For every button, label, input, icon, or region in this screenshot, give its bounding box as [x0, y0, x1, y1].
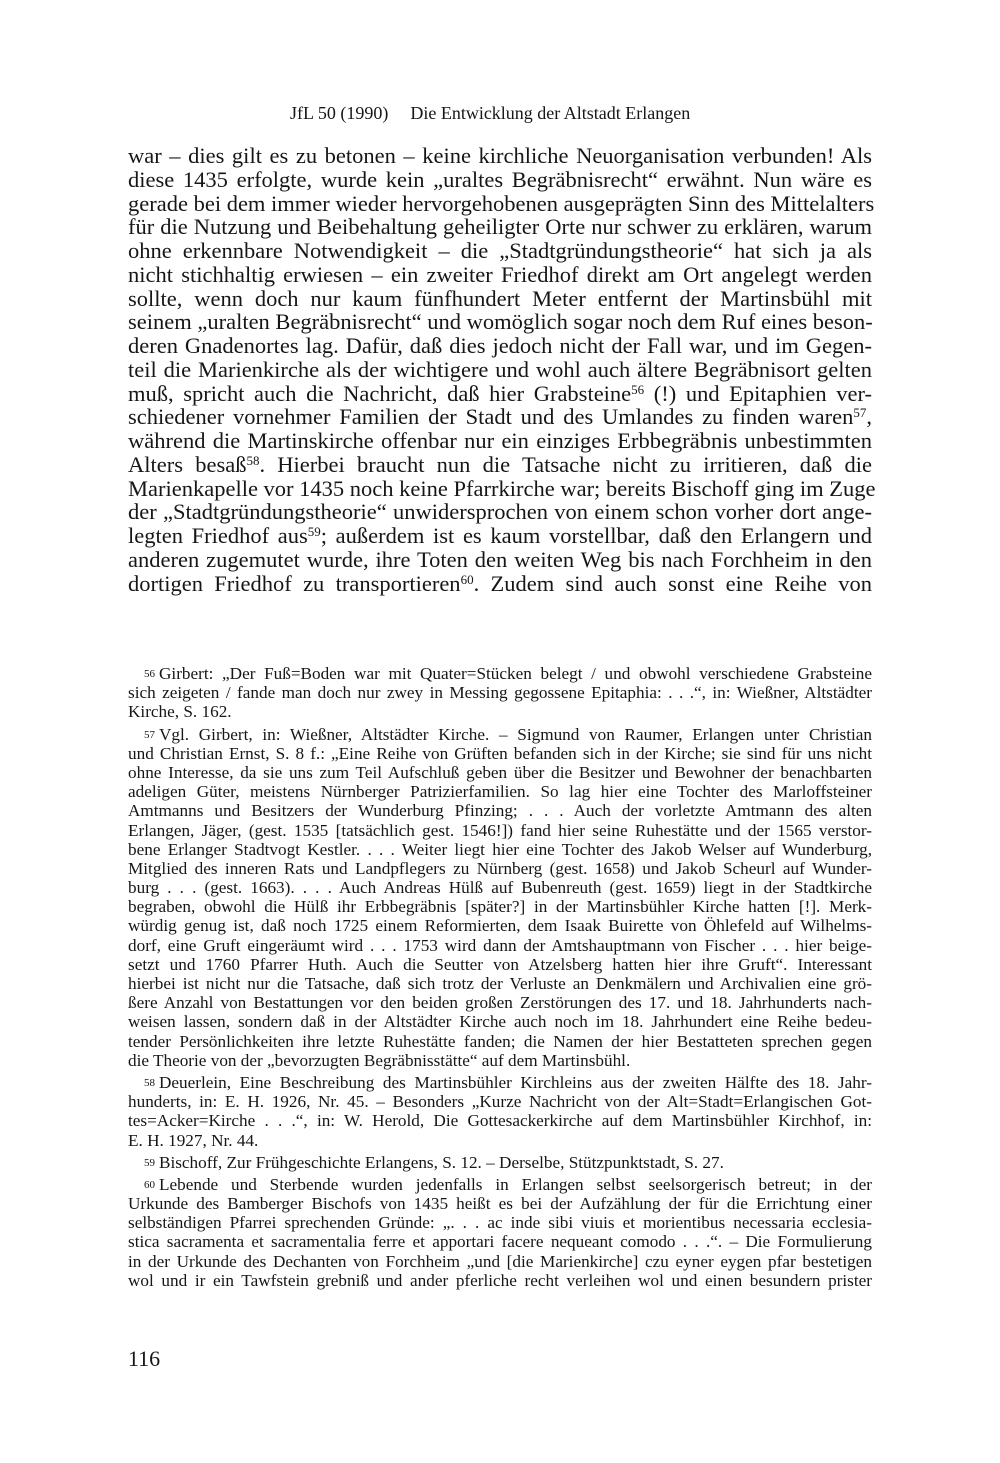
- journal-reference: JfL 50 (1990): [290, 103, 389, 123]
- footnote-line: adeligen Güter, meistens Nürnberger Patrizierfamilien. So lag hier eine Tochter des Marloffsteiner: [128, 782, 872, 802]
- text-line: anderen zugemutet wurde, ihre Toten den weiten Weg bis nach Forchheim in den: [128, 546, 872, 572]
- footnote-line: hierbei ist nicht nur die Tatsache, daß sich trotz der Verluste an Denkmälern und Archivalien eine grö-: [128, 974, 872, 993]
- footnote-line: weisen lassen, sondern daß in der Altstädter Kirche auch noch im 18. Jahrhundert eine Reihe bedeu-: [128, 1012, 872, 1032]
- footnote-line: Erlangen, Jäger, (gest. 1535 [tatsächlich gest. 1546!]) fand hier seine Ruhestätte und der 1565 verstor-: [128, 820, 872, 840]
- footnote-number: 59: [144, 1156, 155, 1169]
- text-line: deren Gnadenortes lag. Dafür, daß dies jedoch nicht der Fall war, und im Gegen-: [128, 333, 872, 358]
- page-number: 116: [128, 1346, 161, 1371]
- footnote-line: ßere Anzahl von Bestattungen vor den beiden großen Zerstörungen des 17. und 18. Jahrhunderts nach-: [128, 993, 872, 1013]
- footnote-line: tender Persönlichkeiten ihre letzte Ruhestätte fanden; die Namen der hier Bestatteten sprechen gegen: [128, 1031, 872, 1051]
- text-line: für die Nutzung und Beibehaltung geheiligter Orte nur schwer zu erklären, warum: [128, 214, 872, 240]
- text-line: Marienkapelle vor 1435 noch keine Pfarrkirche war; bereits Bischoff ging im Zuge: [128, 475, 876, 501]
- footnote-line: [128, 725, 872, 744]
- footnote-line: wol und ir ein Tawfstein grebniß und ander pferliche recht verleihen wol und einen besundern prister: [128, 1270, 872, 1290]
- text-line: gerade bei dem immer wieder hervorgehobenen ausgeprägten Sinn des Mittelalters: [128, 190, 875, 216]
- footnote-line: Urkunde des Bamberger Bischofs von 1435 heißt es bei der Aufzählung der für die Errichtung einer: [128, 1194, 872, 1214]
- footnote-line: sich zeigeten / fande man doch nur zwey in Messing gegossene Epitaphia: . . .“, in: Wießner, Altstädter: [128, 683, 872, 703]
- footnote-line: Kirche, S. 162.: [128, 702, 232, 722]
- article-title: Die Entwicklung der Altstadt Erlangen: [410, 103, 691, 123]
- footnote-59: [128, 1153, 872, 1172]
- text-line: teil die Marienkirche als der wichtigere und wohl auch ältere Begräbnisort gelten: [128, 356, 872, 382]
- footnote-reference-60: 60: [460, 571, 474, 587]
- text-line: sollte, wenn doch nur kaum fünfhundert Meter entfernt der Martinsbühl mit: [128, 285, 872, 311]
- footnote-line: die Theorie von der „bevorzugten Begräbnisstätte“ auf dem Martinsbühl.: [128, 1050, 631, 1070]
- footnote-text: Vgl. Girbert, in: Wießner, Altstädter Kirche. – Sigmund von Raumer, Erlangen unter Christian: [159, 724, 872, 744]
- footnote-line: hunderts, in: E. H. 1926, Nr. 45. – Besonders „Kurze Nachricht von der Alt=Stadt=Erlangischen Got-: [128, 1092, 872, 1112]
- footnote-line: tes=Acker=Kirche . . .“, in: W. Herold, Die Gottesackerkirche auf dem Martinsbühler Kirchhof, in:: [128, 1111, 872, 1131]
- footnote-58: [128, 1073, 872, 1150]
- footnote-line: [128, 1153, 872, 1172]
- text-line: seinem „uralten Begräbnisrecht“ und womöglich sogar noch dem Ruf eines beson-: [128, 309, 873, 335]
- footnote-reference-58: 58: [246, 452, 260, 468]
- text-segment: schiedener vornehmer Familien der Stadt und des Umlandes zu finden waren: [128, 404, 854, 430]
- text-line: [128, 453, 872, 477]
- footnote-line: [128, 664, 872, 683]
- footnote-line: Mitglied des inneren Rats und Landpflegers zu Nürnberg (gest. 1658) und Jakob Scheurl auf Wunder-: [128, 858, 872, 878]
- footnote-line: Amtmanns und Besitzers der Wunderburg Pfinzing; . . . Auch der vorletzte Amtmann des alten: [128, 801, 872, 821]
- footnote-line: [128, 1175, 872, 1194]
- footnote-text: Girbert: „Der Fuß=Boden war mit Quater=Stücken belegt / und obwohl verschiedene Grabsteine: [159, 664, 872, 683]
- footnote-line: bene Erlanger Stadtvogt Kestler. . . . Weiter liegt hier eine Tochter des Jakob Welser auf Wunderburg,: [128, 839, 872, 859]
- running-header: [290, 102, 690, 124]
- text-segment: . Hierbei braucht nun die Tatsache nicht zu irritieren, daß die: [259, 451, 872, 477]
- footnote-reference-59: 59: [307, 524, 321, 539]
- footnote-number: 58: [144, 1076, 155, 1089]
- text-segment: (!) und Epitaphien ver-: [644, 380, 872, 406]
- footnote-text: Deuerlein, Eine Beschreibung des Martinsbühler Kirchleins aus der zweiten Hälfte des 18. Jahr-: [159, 1072, 872, 1092]
- text-line: [128, 382, 872, 406]
- footnote-line: burg . . . (gest. 1663). . . . Auch Andreas Hülß auf Bubenreuth (gest. 1659) liegt in der Stadtkirche: [128, 878, 872, 898]
- text-segment: . Zudem sind auch sonst eine Reihe von: [473, 570, 872, 596]
- footnote-reference-57: 57: [853, 405, 867, 421]
- text-segment: muß, spricht auch die Nachricht, daß hier Grabsteine: [128, 380, 632, 406]
- footnote-number: 57: [144, 728, 155, 741]
- footnote-line: stica sacramenta et sacramentalia ferre et apportari facere nequeant comodo . . .“. – Die Formulierung: [128, 1232, 872, 1252]
- footnote-number: 60: [144, 1178, 155, 1191]
- footnotes-section: [128, 664, 872, 1293]
- text-segment: ,: [866, 404, 872, 430]
- text-line: diese 1435 erfolgte, wurde kein „uraltes Begräbnisrecht“ erwähnt. Nun wäre es: [128, 166, 872, 192]
- main-text: [128, 143, 876, 596]
- text-line: ohne erkennbare Notwendigkeit – die „Stadtgründungstheorie“ hat sich ja als: [128, 238, 872, 263]
- footnote-60: [128, 1175, 872, 1290]
- footnote-line: E. H. 1927, Nr. 44.: [128, 1130, 259, 1150]
- text-segment: ; außerdem ist es kaum vorstellbar, daß den Erlangern und: [320, 523, 872, 548]
- footnote-text: Lebende und Sterbende wurden jedenfalls in Erlangen selbst seelsorgerisch betreut; in der: [159, 1174, 872, 1194]
- text-segment: legten Friedhof aus: [128, 523, 308, 548]
- footnote-line: begraben, obwohl die Hülß ihr Erbbegräbnis [später?] in der Martinsbühler Kirche hatten [!]. Merk-: [128, 897, 872, 917]
- text-line: während die Martinskirche offenbar nur ein einziges Erbbegräbnis unbestimmten: [128, 428, 872, 453]
- text-line: [128, 405, 872, 429]
- footnote-number: 56: [144, 668, 155, 680]
- footnote-line: selbständigen Pfarrei sprechenden Gründe: „. . . ac inde sibi viuis et morientibus necessaria ecclesia-: [128, 1213, 872, 1233]
- text-line: [128, 524, 872, 548]
- footnote-line: dorf, eine Gruft eingeräumt wird . . . 1753 wird dann der Amtshauptmann von Fischer . . . hier beige-: [128, 935, 872, 955]
- text-line: der „Stadtgründungstheorie“ unwidersprochen von einem schon vorher dort ange-: [128, 499, 872, 525]
- text-segment: dortigen Friedhof zu transportieren: [128, 570, 461, 596]
- footnote-line: setzt und 1760 Pfarrer Huth. Auch die Seutter von Atzelsberg hatten hier ihre Gruft“. Interessant: [128, 954, 872, 974]
- footnote-line: und Christian Ernst, S. 8 f.: „Eine Reihe von Grüften befanden sich in der Kirche; sie sind für uns nicht: [128, 743, 872, 763]
- text-line: [128, 572, 872, 596]
- footnote-line: in der Urkunde des Dechanten von Forchheim „und [die Marienkirche] czu eyner eygen pfar bestetigen: [128, 1251, 872, 1271]
- text-line: nicht stichhaltig erwiesen – ein zweiter Friedhof direkt am Ort angelegt werden: [128, 261, 872, 287]
- text-line: war – dies gilt es zu betonen – keine kirchliche Neuorganisation verbunden! Als: [128, 143, 872, 168]
- footnote-line: [128, 1073, 872, 1092]
- footnote-line: ohne Interesse, da sie uns zum Teil Aufschluß geben über die Besitzer und Bewohner der benachbarten: [128, 762, 872, 782]
- footnote-line: würdig genug ist, daß noch 1725 einem Reformierten, dem Isaak Buirette von Öhlefeld auf Wilhelms-: [128, 916, 872, 936]
- footnote-57: [128, 725, 872, 1070]
- text-segment: Alters besaß: [128, 451, 247, 477]
- footnote-reference-56: 56: [631, 381, 645, 397]
- footnote-text: Bischoff, Zur Frühgeschichte Erlangens, S. 12. – Derselbe, Stützpunktstadt, S. 27.: [159, 1152, 724, 1172]
- footnote-56: [128, 664, 872, 722]
